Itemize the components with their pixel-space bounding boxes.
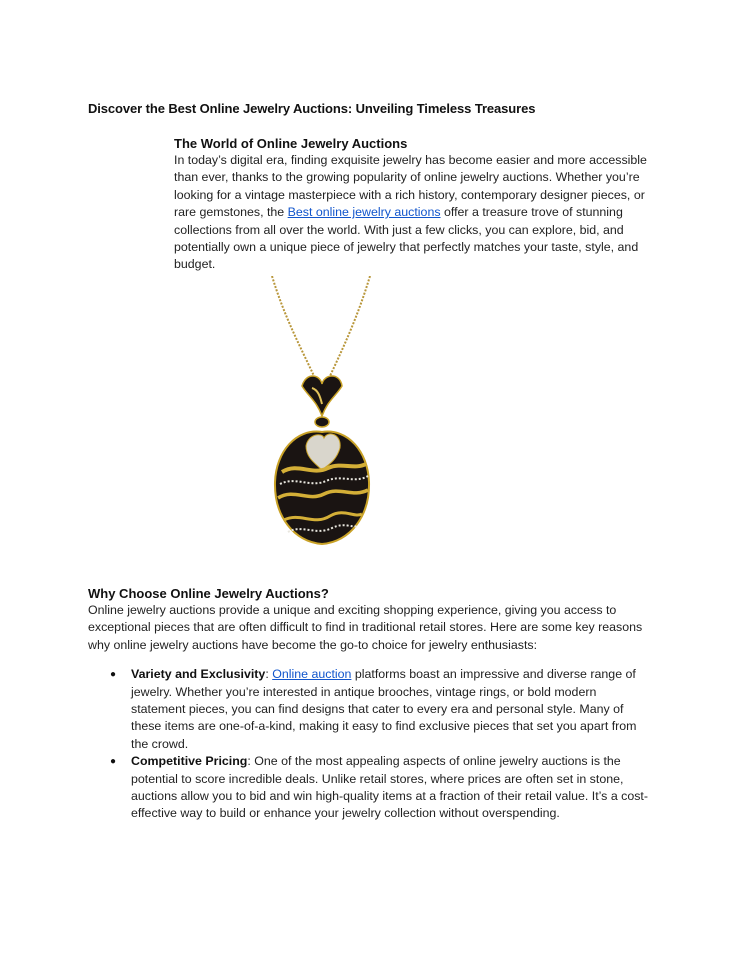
- online-auction-link[interactable]: Online auction: [272, 667, 352, 682]
- paragraph-text: offer a treasure trove of stunning collections from all over the world. With just a few clicks, you can explore, bid, and potentially own a unique piece of jewelry that perfectly matches your taste, style, and budget.: [174, 205, 639, 272]
- bullet-text: One of the most appealing aspects of online jewelry auctions is the potential to score incredible deals. Unlike retail stores, where prices are often set in stone, auctions allow you to bid and win high-quality items at a fraction of their retail value. It’s a cost-effective way to build or enhance your jewelry collection without overspending.: [131, 754, 649, 821]
- bullet-text: platforms boast an impressive and diverse range of jewelry. Whether you’re interested in antique brooches, vintage rings, or bold modern statement pieces, you can find designs that cater to every era and personal style. Many of these items are one-of-a-kind, making it easy to find exclusive pieces that set you apart from the crowd.: [131, 667, 637, 751]
- list-item: [88, 666, 648, 753]
- bullet-separator: :: [265, 667, 273, 682]
- bullet-separator: :: [247, 754, 255, 769]
- section-heading: Why Choose Online Jewelry Auctions?: [88, 586, 329, 601]
- bullet-label: Variety and Exclusivity: [131, 667, 266, 682]
- bullet-dot: ●: [110, 756, 117, 768]
- reasons-list: [88, 666, 648, 823]
- bullet-label: Competitive Pricing: [131, 754, 248, 769]
- paragraph-text: In today’s digital era, finding exquisite jewelry has become easier and more accessible than ever, thanks to the growing popularity of online jewelry auctions. Whether you’re looking for a vintage masterpiece with a rich history, contemporary designer pieces, or rare gemstones, the: [174, 153, 647, 220]
- list-item: [88, 753, 648, 823]
- section-heading: The World of Online Jewelry Auctions: [174, 136, 408, 151]
- pendant-bail: [302, 376, 342, 416]
- section-why-choose: [88, 585, 648, 823]
- necklace-chain: [330, 276, 370, 376]
- pendant-necklace-image: [262, 276, 382, 572]
- document-title: Discover the Best Online Jewelry Auctions: Unveiling Timeless Treasures: [88, 101, 536, 116]
- best-online-jewelry-auctions-link[interactable]: Best online jewelry auctions: [287, 205, 441, 220]
- section-intro-paragraph: Online jewelry auctions provide a unique and exciting shopping experience, giving you access to exceptional pieces that are often difficult to find in traditional retail stores. Here are some key reasons why online jewelry auctions have become the go-to choice for jewelry enthusiasts:: [88, 603, 643, 652]
- section-paragraph: [174, 152, 654, 274]
- bullet-dot: ●: [110, 669, 117, 681]
- necklace-chain: [272, 276, 314, 376]
- pendant-connector: [315, 417, 329, 427]
- section-world-of-auctions: [174, 135, 654, 274]
